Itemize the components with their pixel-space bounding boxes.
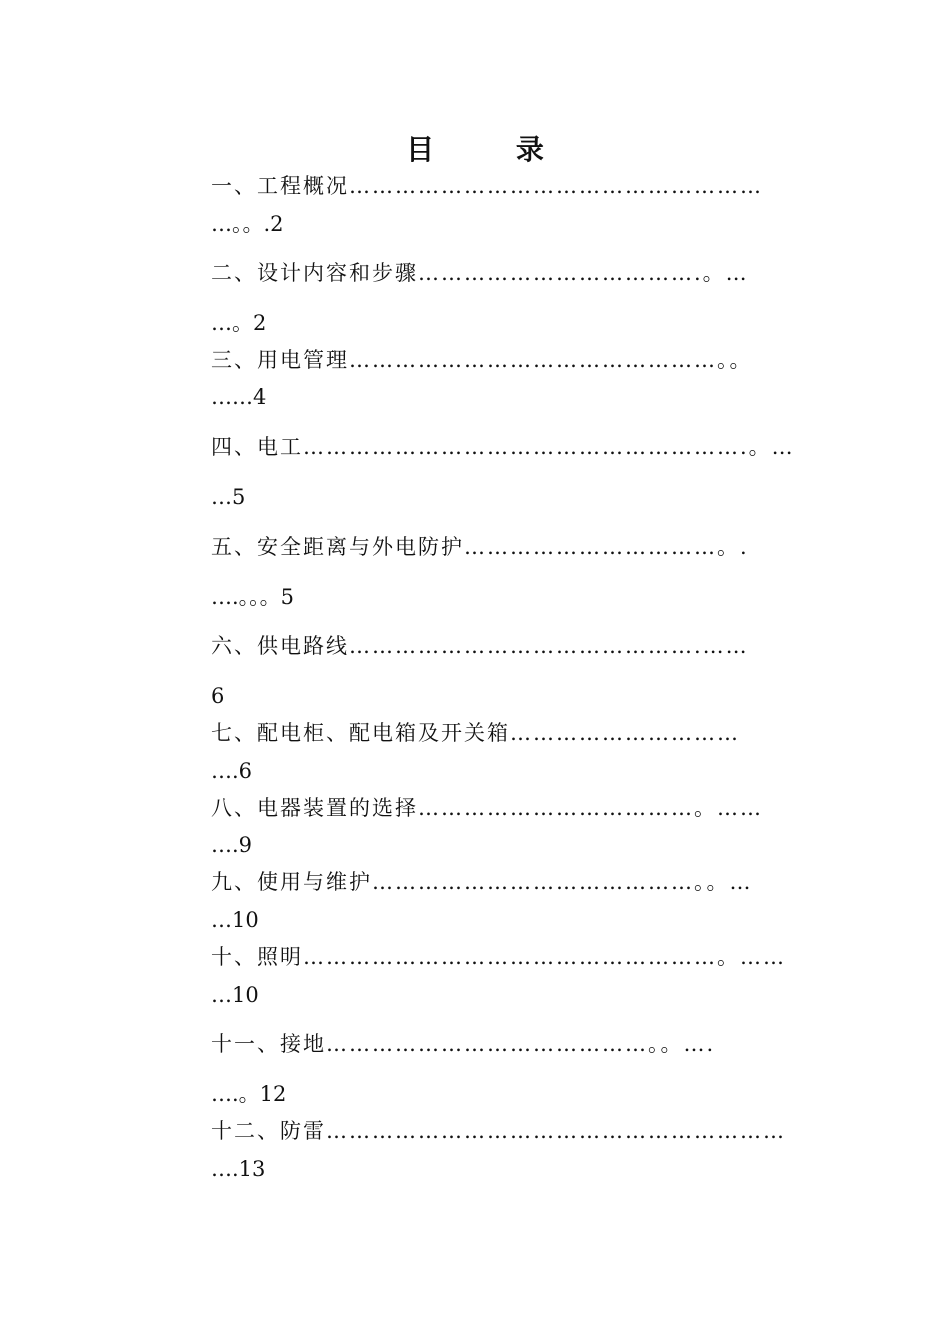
document-title: 目 录 (406, 133, 580, 166)
toc-entry-1: 一、工程概况……………………………………………… (211, 174, 763, 198)
toc-entry-10: 十、照明………………………………………………。…… (211, 945, 786, 969)
toc-entry-3: 三、用电管理…………………………………………。。 (211, 348, 753, 372)
toc-entry-8-page: ….9 (211, 833, 253, 857)
toc-entry-7: 七、配电柜、配电箱及开关箱………………………… (211, 721, 740, 745)
toc-entry-2: 二、设计内容和步骤……………………………….。… (211, 261, 749, 285)
toc-entry-1-page: …。。.2 (211, 212, 284, 236)
toc-entry-4-page: …5 (211, 485, 246, 509)
toc-entry-7-page: ….6 (211, 759, 253, 783)
toc-entry-12: 十二、防雷…………………………………………………… (211, 1119, 786, 1143)
toc-entry-11-page: ….。12 (211, 1082, 287, 1106)
toc-entry-4: 四、电工………………………………………………….。… (211, 435, 795, 459)
toc-entry-9: 九、使用与维护……………………………………。。… (211, 870, 753, 894)
toc-entry-3-page: ……4 (211, 385, 267, 409)
toc-entry-2-page: …。2 (211, 311, 267, 335)
toc-entry-9-page: …10 (211, 908, 259, 932)
toc-entry-8: 八、电器装置的选择………………………………。…… (211, 796, 763, 820)
toc-entry-11: 十一、接地……………………………………。。…. (211, 1032, 716, 1056)
toc-entry-10-page: …10 (211, 983, 259, 1007)
toc-entry-5: 五、安全距离与外电防护……………………………。. (211, 535, 749, 559)
toc-entry-12-page: ….13 (211, 1157, 266, 1181)
toc-entry-6-page: 6 (211, 684, 225, 708)
toc-entry-5-page: ….。。。5 (211, 585, 295, 609)
toc-entry-6: 六、供电路线……………………………………….…… (211, 634, 749, 658)
